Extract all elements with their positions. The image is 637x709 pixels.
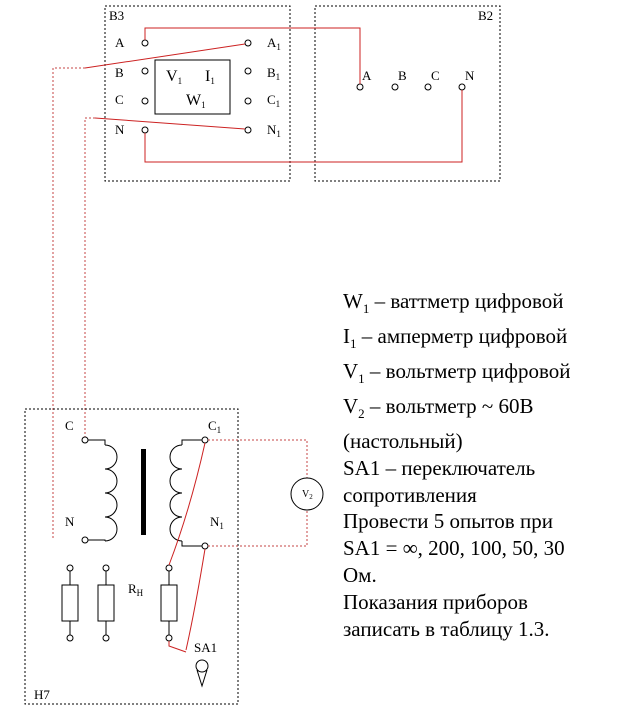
switch-knob bbox=[196, 660, 208, 672]
panel-h7-title: Н7 bbox=[34, 687, 50, 702]
secondary-lead-bottom bbox=[182, 541, 205, 546]
wire-c1-to-rh bbox=[169, 443, 205, 565]
secondary-lead-top bbox=[182, 440, 205, 445]
resistor-rh-terminal-top bbox=[166, 565, 172, 571]
resistor-rh bbox=[161, 585, 177, 621]
legend-line-3: сопротивления bbox=[343, 482, 477, 507]
h7-label-n: N bbox=[65, 514, 75, 529]
b3-terminal-c1 bbox=[245, 98, 251, 104]
h7-terminal-c bbox=[82, 437, 88, 443]
legend-v2: $V_2$ – вольтметр ~ 60В bbox=[343, 393, 534, 422]
legend-line-5: SA1 = ∞, 200, 100, 50, 30 bbox=[343, 536, 565, 561]
panel-b2-title: В2 bbox=[478, 8, 494, 23]
b2-terminal-a bbox=[357, 84, 363, 90]
b2-terminal-c bbox=[425, 84, 431, 90]
resistor-1-terminal-bottom bbox=[67, 635, 73, 641]
meter-w1-label: W1 bbox=[186, 92, 206, 110]
resistor-2 bbox=[98, 585, 114, 621]
b3-label-c: C bbox=[115, 92, 124, 107]
b3-label-c1: $C_1$ bbox=[267, 92, 281, 109]
meter-v1-label: V1 bbox=[166, 68, 183, 86]
voltmeter-v2-label: $V_2$ bbox=[302, 489, 313, 501]
b3-terminal-b bbox=[142, 68, 148, 74]
b3-label-a: A bbox=[115, 35, 125, 50]
wire-c1-to-v2 bbox=[208, 440, 307, 478]
legend-block bbox=[343, 288, 635, 642]
b3-label-b: B bbox=[115, 65, 124, 80]
legend-v1: $V_1$ – вольтметр цифровой bbox=[343, 358, 571, 387]
switch-label: SA1 bbox=[194, 640, 218, 655]
transformer-core bbox=[141, 449, 146, 535]
b3-label-b1: $B_1$ bbox=[267, 65, 281, 82]
secondary-coil bbox=[170, 445, 182, 541]
resistor-2-terminal-top bbox=[103, 565, 109, 571]
b2-label-c: C bbox=[431, 68, 440, 83]
panel-b2 bbox=[315, 6, 500, 181]
h7-terminal-n bbox=[82, 537, 88, 543]
panel-b3-title: В3 bbox=[109, 8, 125, 23]
b3-terminal-c bbox=[142, 98, 148, 104]
b3-terminal-b1 bbox=[245, 68, 251, 74]
wire-a1-dotted bbox=[53, 68, 85, 540]
b3-label-n: N bbox=[115, 122, 125, 137]
resistor-1-terminal-top bbox=[67, 565, 73, 571]
h7-terminal-n1 bbox=[202, 543, 208, 549]
b3-terminal-a1 bbox=[245, 40, 251, 46]
b2-label-n: N bbox=[465, 68, 475, 83]
legend-line-1: (настольный) bbox=[343, 428, 463, 453]
h7-terminal-c1 bbox=[202, 437, 208, 443]
b3-terminal-n1 bbox=[245, 127, 251, 133]
b3-label-n1: $N_1$ bbox=[267, 122, 281, 139]
resistor-1 bbox=[62, 585, 78, 621]
wire-rh-bottom bbox=[169, 641, 186, 652]
legend-line-6: Ом. bbox=[343, 562, 377, 587]
b2-terminal-b bbox=[392, 84, 398, 90]
b2-terminal-n bbox=[459, 84, 465, 90]
resistor-2-terminal-bottom bbox=[103, 635, 109, 641]
h7-label-n1: $N_1$ bbox=[210, 514, 224, 531]
h7-label-c1: $C_1$ bbox=[208, 418, 222, 435]
wire-a1-diag bbox=[85, 44, 245, 68]
h7-label-c: C bbox=[65, 418, 74, 433]
load-resistor-label: $R_Н$ bbox=[128, 581, 144, 598]
legend-w1: $W_1$ – ваттметр цифровой bbox=[343, 289, 564, 317]
legend-i1: $I_1$ – амперметр цифровой bbox=[343, 323, 568, 352]
b2-label-b: B bbox=[398, 68, 407, 83]
wire-n1-to-switch bbox=[186, 549, 205, 650]
b3-terminal-n bbox=[142, 127, 148, 133]
b3-label-a1: $A_1$ bbox=[267, 35, 281, 52]
resistor-rh-terminal-bottom bbox=[166, 635, 172, 641]
b2-label-a: A bbox=[362, 68, 372, 83]
legend-line-8: записать в таблицу 1.3. bbox=[343, 616, 550, 641]
wire-n1-dotted bbox=[85, 118, 95, 440]
legend-line-2: SA1 – переключатель bbox=[343, 455, 536, 480]
primary-coil bbox=[105, 445, 117, 541]
b3-terminal-a bbox=[142, 40, 148, 46]
meter-i1-label: I1 bbox=[205, 68, 215, 86]
legend-line-4: Провести 5 опытов при bbox=[343, 509, 553, 534]
panel-h7 bbox=[25, 409, 238, 704]
legend-line-7: Показания приборов bbox=[343, 589, 528, 614]
